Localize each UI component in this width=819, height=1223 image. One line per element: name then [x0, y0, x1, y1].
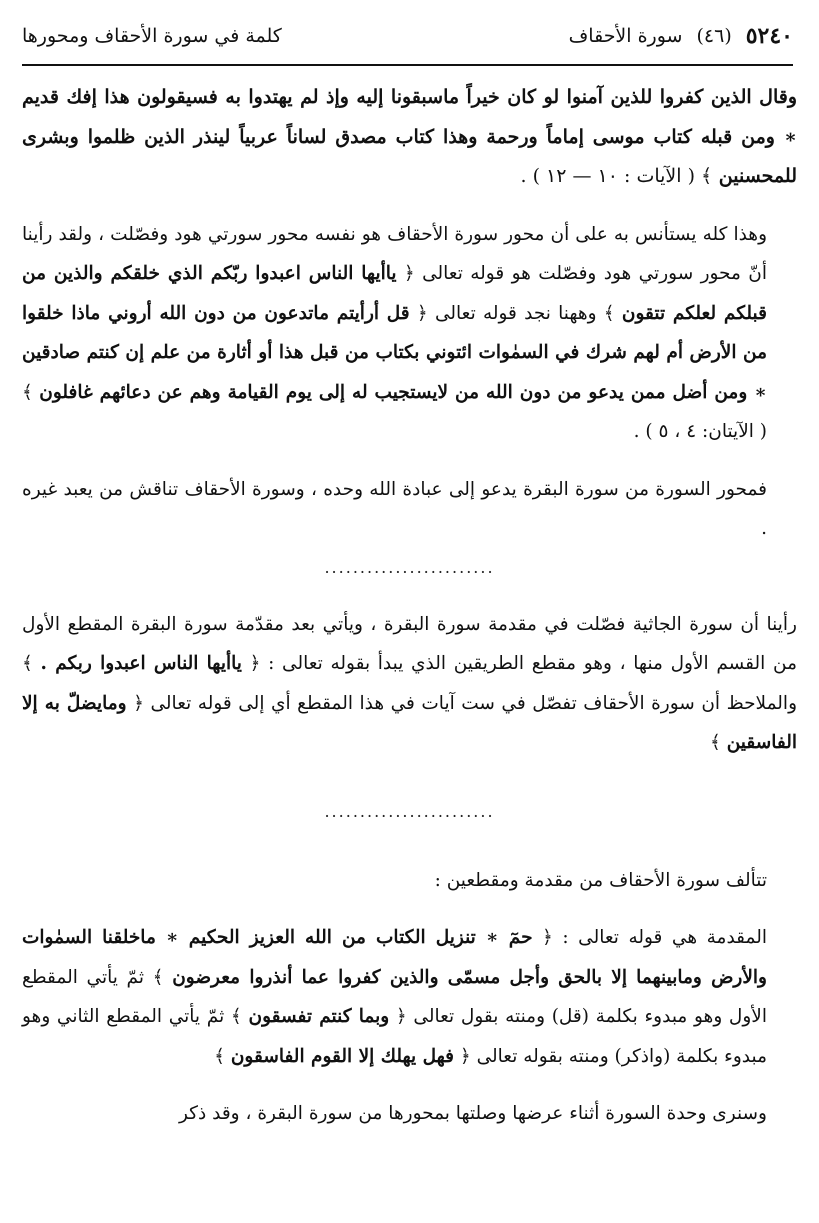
text: ﴾ وههنا نجد قوله تعالى ﴿ [416, 302, 615, 324]
text: ﴾ ( الآيتان: ٤ ، ٥ ) . [22, 381, 767, 442]
paragraph-4 [22, 605, 797, 763]
page-header [22, 8, 793, 66]
paragraph-3: فمحور السورة من سورة البقرة يدعو إلى عبادة الله وحده ، وسورة الأحقاف تناقش من يعبد غيره . [22, 478, 767, 539]
quran-quote: فهل يهلك إلا القوم الفاسقون [230, 1045, 454, 1067]
surah-label: سورة الأحقاف [568, 25, 683, 47]
quran-quote: حمٓ ∗ تنزيل الكتاب من الله العزيز الحكيم ∗ ماخلقنا السمٰوات والأرض ومابينهما إلا بالحق وأجل مسمّى والذين كفروا عما أنذروا معرضون [22, 927, 767, 988]
text: ﴾ ثمّ يأتي المقطع الثاني وهو مبدوء بكلمة (واذكر) ومنته بقوله تعالى ﴿ [22, 1006, 767, 1067]
quran-quote: ومايضلّ به إلا الفاسقين [22, 692, 797, 753]
paragraph-2 [22, 215, 797, 452]
page-number: ٥٢٤٠ [745, 23, 793, 49]
quran-quote: قل أرأيتم ماتدعون من دون الله أروني ماذا خلقوا من الأرض أم لهم شرك في السمٰوات ائتوني بكتاب من قبل هذا أو أثارة من علم إن كنتم صادقين ∗ ومن أضل ممن يدعو من دون الله من لايستجيب له إلى يوم القيامة وهم عن دعائهم غافلون [22, 302, 768, 403]
verse-reference: ﴾ ( الآيات : ١٠ — ١٢ ) . [520, 165, 713, 187]
paragraph-7: وسنرى وحدة السورة أثناء عرضها وصلتها بمحورها من سورة البقرة ، وقد ذكر [178, 1103, 767, 1124]
quran-quote: وبما كنتم تفسقون [248, 1006, 390, 1027]
paragraph-5: تتألف سورة الأحقاف من مقدمة ومقطعين : [434, 869, 767, 891]
quran-quote: ياأيها الناس اعبدوا ربّكم الذي خلقكم والذين من قبلكم لعلكم تتقون [22, 263, 767, 324]
text: ﴾ [214, 1045, 225, 1067]
book-title: كلمة في سورة الأحقاف ومحورها [22, 25, 282, 47]
header-right [569, 23, 793, 49]
page-body [22, 78, 797, 1134]
quran-block-1 [22, 78, 797, 197]
separator: ........................ [324, 801, 495, 821]
text: المقدمة هي قوله تعالى : ﴿ [542, 927, 767, 948]
juz-label: (٤٦) [696, 25, 732, 47]
text: ﴾ ثمّ يأتي المقطع الأول وهو مبدوء بكلمة (قل) ومنته بقول تعالى ﴿ [22, 966, 768, 1027]
quran-quote: ياأيها الناس اعبدوا ربكم . [40, 653, 242, 674]
text: وهذا كله يستأنس به على أن محور سورة الأحقاف هو نفسه محور سورتي هود وفصّلت ، ولقد رأينا أنّ محور سورتي هود وفصّلت هو قوله تعالى ﴿ [22, 223, 767, 284]
text: ﴾ [709, 732, 721, 753]
quran-text: وقال الذين كفروا للذين آمنوا لو كان خيراً ماسبقونا إليه وإذ لم يهتدوا به فسيقولون هذا إفك قديم ∗ ومن قبله كتاب موسى إماماً ورحمة وهذا كتاب مصدق لساناً عربياً لينذر الذين ظلموا وبشرى للمحسنين [22, 86, 797, 187]
text: ﴾ والملاحظ أن سورة الأحقاف تفصّل في ست آيات في هذا المقطع أي إلى قوله تعالى ﴿ [22, 653, 798, 714]
separator: ........................ [324, 557, 495, 577]
paragraph-6 [22, 918, 797, 1076]
text: رأينا أن سورة الجاثية فصّلت في مقدمة سورة البقرة ، ويأتي بعد مقدّمة سورة البقرة المقطع الأول من القسم الأول منها ، وهو مقطع الطريقين الذي يبدأ بقوله تعالى : ﴿ [22, 613, 797, 674]
